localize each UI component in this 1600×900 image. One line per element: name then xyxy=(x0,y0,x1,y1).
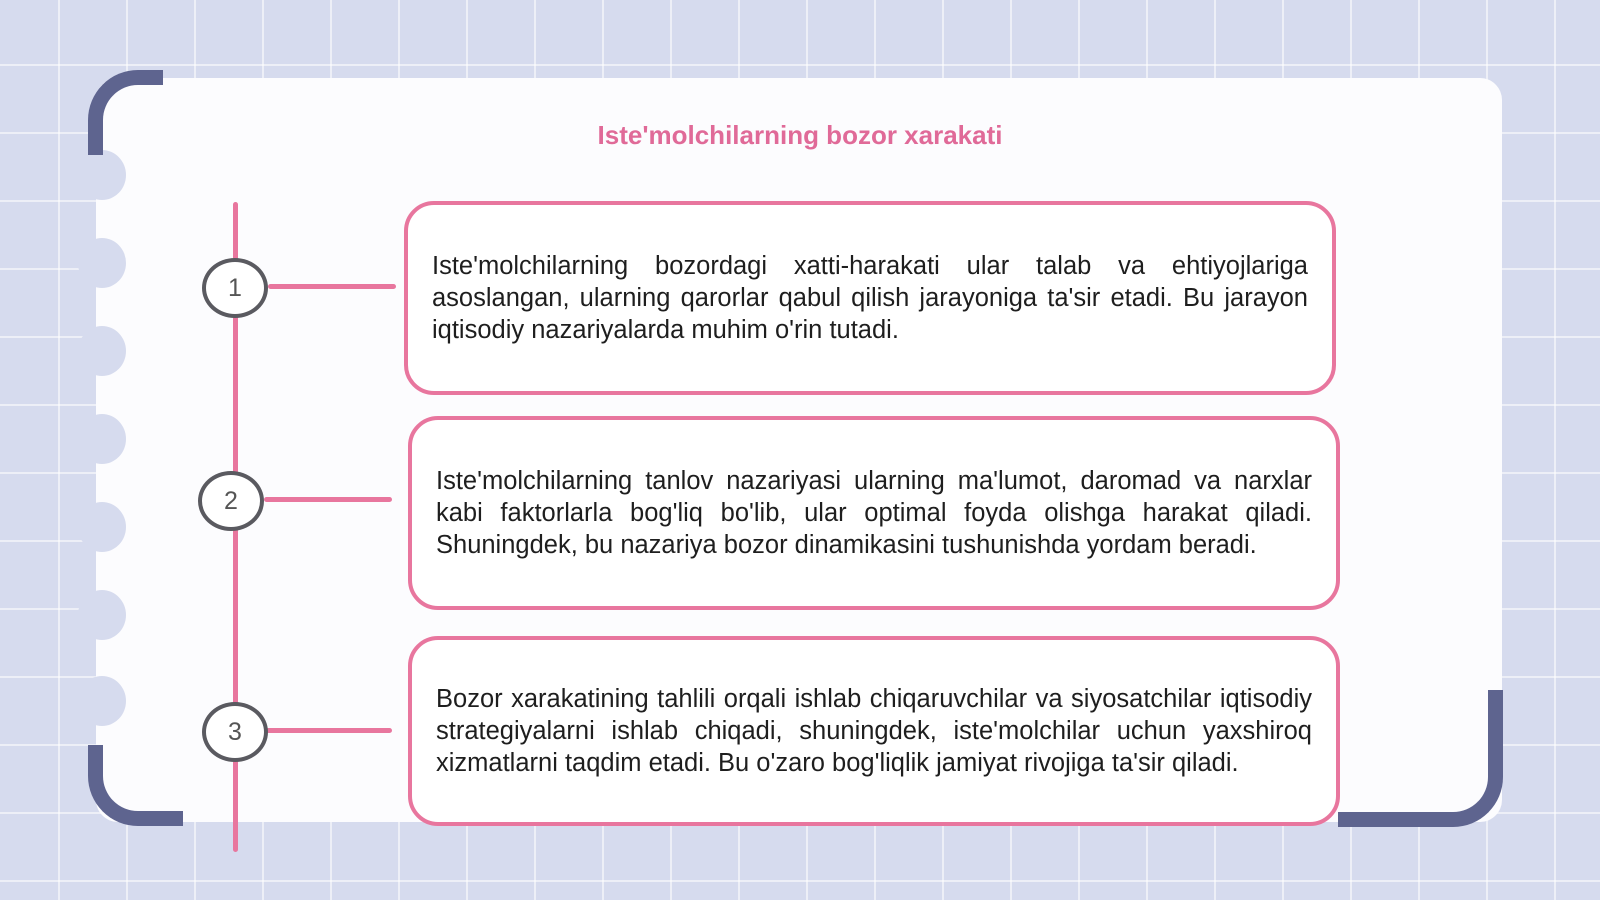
notebook-scallop xyxy=(78,150,126,200)
notebook-scallop xyxy=(78,590,126,640)
timeline-connector xyxy=(264,497,392,502)
corner-bracket-bottom-right xyxy=(1338,690,1503,827)
notebook-scallop xyxy=(78,502,126,552)
step-text-box xyxy=(404,201,1336,395)
notebook-scallop xyxy=(78,326,126,376)
step-number: 1 xyxy=(228,273,242,302)
notebook-scallop xyxy=(78,238,126,288)
slide-title: Iste'molchilarning bozor xarakati xyxy=(597,120,1003,150)
step-text-box xyxy=(408,416,1340,610)
step-number: 3 xyxy=(228,717,242,746)
step-number: 2 xyxy=(224,486,238,515)
step-number-circle xyxy=(202,258,268,318)
step-description: Iste'molchilarning tanlov nazariyasi ularning ma'lumot, daromad va narxlar kabi faktorlarla bog'liq bo'lib, ular optimal foyda olishga harakat qiladi. Shuningdek, bu nazariya bozor dinamikasini tushunishda yordam beradi. xyxy=(436,467,1312,559)
timeline-connector xyxy=(268,284,396,289)
notebook-scallop xyxy=(78,414,126,464)
timeline-connector xyxy=(266,728,392,733)
step-number-circle xyxy=(198,471,264,531)
step-number-circle xyxy=(202,702,268,762)
step-text-box xyxy=(408,636,1340,826)
step-description: Iste'molchilarning bozordagi xatti-harakati ular talab va ehtiyojlariga asoslangan, ularning qarorlar qabul qilish jarayoniga ta'sir etadi. Bu jarayon iqtisodiy nazariyalarda muhim o'rin tutadi. xyxy=(432,252,1308,344)
notebook-scallop xyxy=(78,676,126,726)
step-description: Bozor xarakatining tahlili orqali ishlab chiqaruvchilar va siyosatchilar iqtisodiy strategiyalarni ishlab chiqadi, shuningdek, iste'molchilar uchun yaxshiroq xizmatlarni taqdim etadi. Bu o'zaro bog'liqlik jamiyat rivojiga ta'sir qiladi. xyxy=(436,685,1312,777)
